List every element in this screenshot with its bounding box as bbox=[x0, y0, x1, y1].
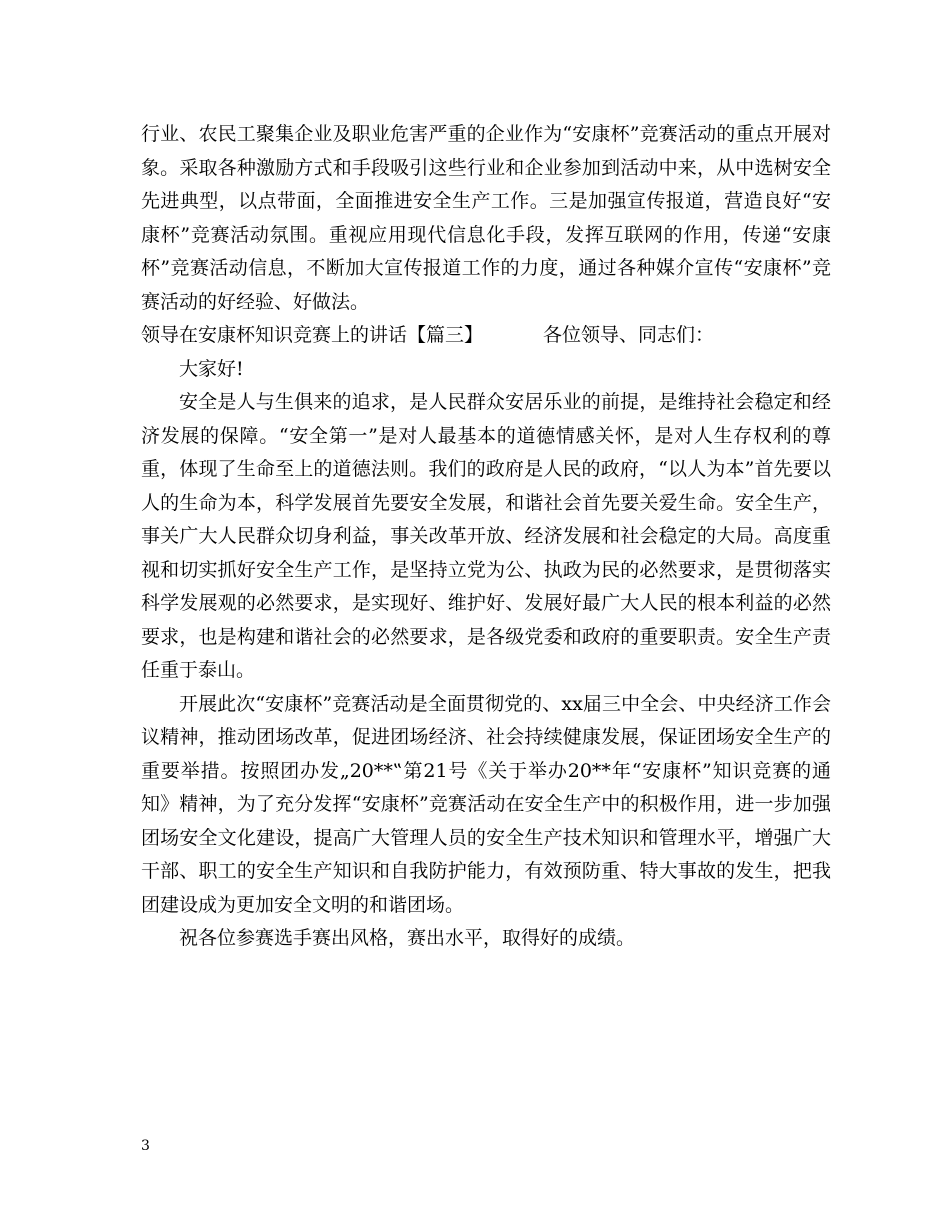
closing-paragraph: 祝各位参赛选手赛出风格，赛出水平，取得好的成绩。 bbox=[179, 927, 636, 949]
speech-title: 领导在安康杯知识竞赛上的讲话【篇三】 bbox=[141, 324, 484, 346]
speech-paragraph: 安全是人与生俱来的追求，是人民群众安居乐业的前提，是维持社会稳定和经济发展的保障。“安全第一”是对人最基本的道德情感关怀，是对人生存权利的尊重，体现了生命至上的道德法则。我们的政府是人民的政府，“以人为本”首先要以人的生命为本，科学发展首先要安全发展，和谐社会首先要关爱生命。安全生产，事关广大人民群众切身利益，事关改革开放、经济发展和社会稳定的大局。高度重视和切实抓好安全生产工作，是坚持立党为公、执政为民的必然要求，是贯彻落实科学发展观的必然要求，是实现好、维护好、发展好最广大人民的根本利益的必然要求，也是构建和谐社会的必然要求，是各级党委和政府的重要职责。安全生产责任重于泰山。 bbox=[141, 391, 831, 681]
greeting: 大家好! bbox=[179, 357, 244, 380]
speech-paragraph: 开展此次“安康杯”竞赛活动是全面贯彻党的、xx届三中全会、中央经济工作会议精神，推动团场改革，促进团场经济、社会持续健康发展，保证团场安全生产的重要举措。按照团办发„20**‟第21号《关于举办20**年“安康杯”知识竞赛的通知》精神，为了充分发挥“安康杯”竞赛活动在安全生产中的积极作用，进一步加强团场安全文化建设，提高广大管理人员的安全生产技术知识和管理水平，增强广大干部、职工的安全生产知识和自我防护能力，有效预防重、特大事故的发生，把我团建设成为更加安全文明的和谐团场。 bbox=[141, 692, 831, 916]
page-number: 3 bbox=[141, 1138, 150, 1154]
speech-heading-line bbox=[141, 319, 831, 353]
continued-paragraph: 行业、农民工聚集企业及职业危害严重的企业作为“安康杯”竞赛活动的重点开展对象。采取各种激励方式和手段吸引这些行业和企业参加到活动中来，从中选树安全先进典型，以点带面，全面推进安全生产工作。三是加强宣传报道，营造良好“安康杯”竞赛活动氛围。重视应用现代信息化手段，发挥互联网的作用，传递“安康杯”竞赛活动信息，不断加大宣传报道工作的力度，通过各种媒介宣传“安康杯”竞赛活动的好经验、好做法。 bbox=[141, 123, 831, 313]
document-body bbox=[141, 118, 831, 956]
speech-salutation: 各位领导、同志们： bbox=[543, 324, 715, 346]
